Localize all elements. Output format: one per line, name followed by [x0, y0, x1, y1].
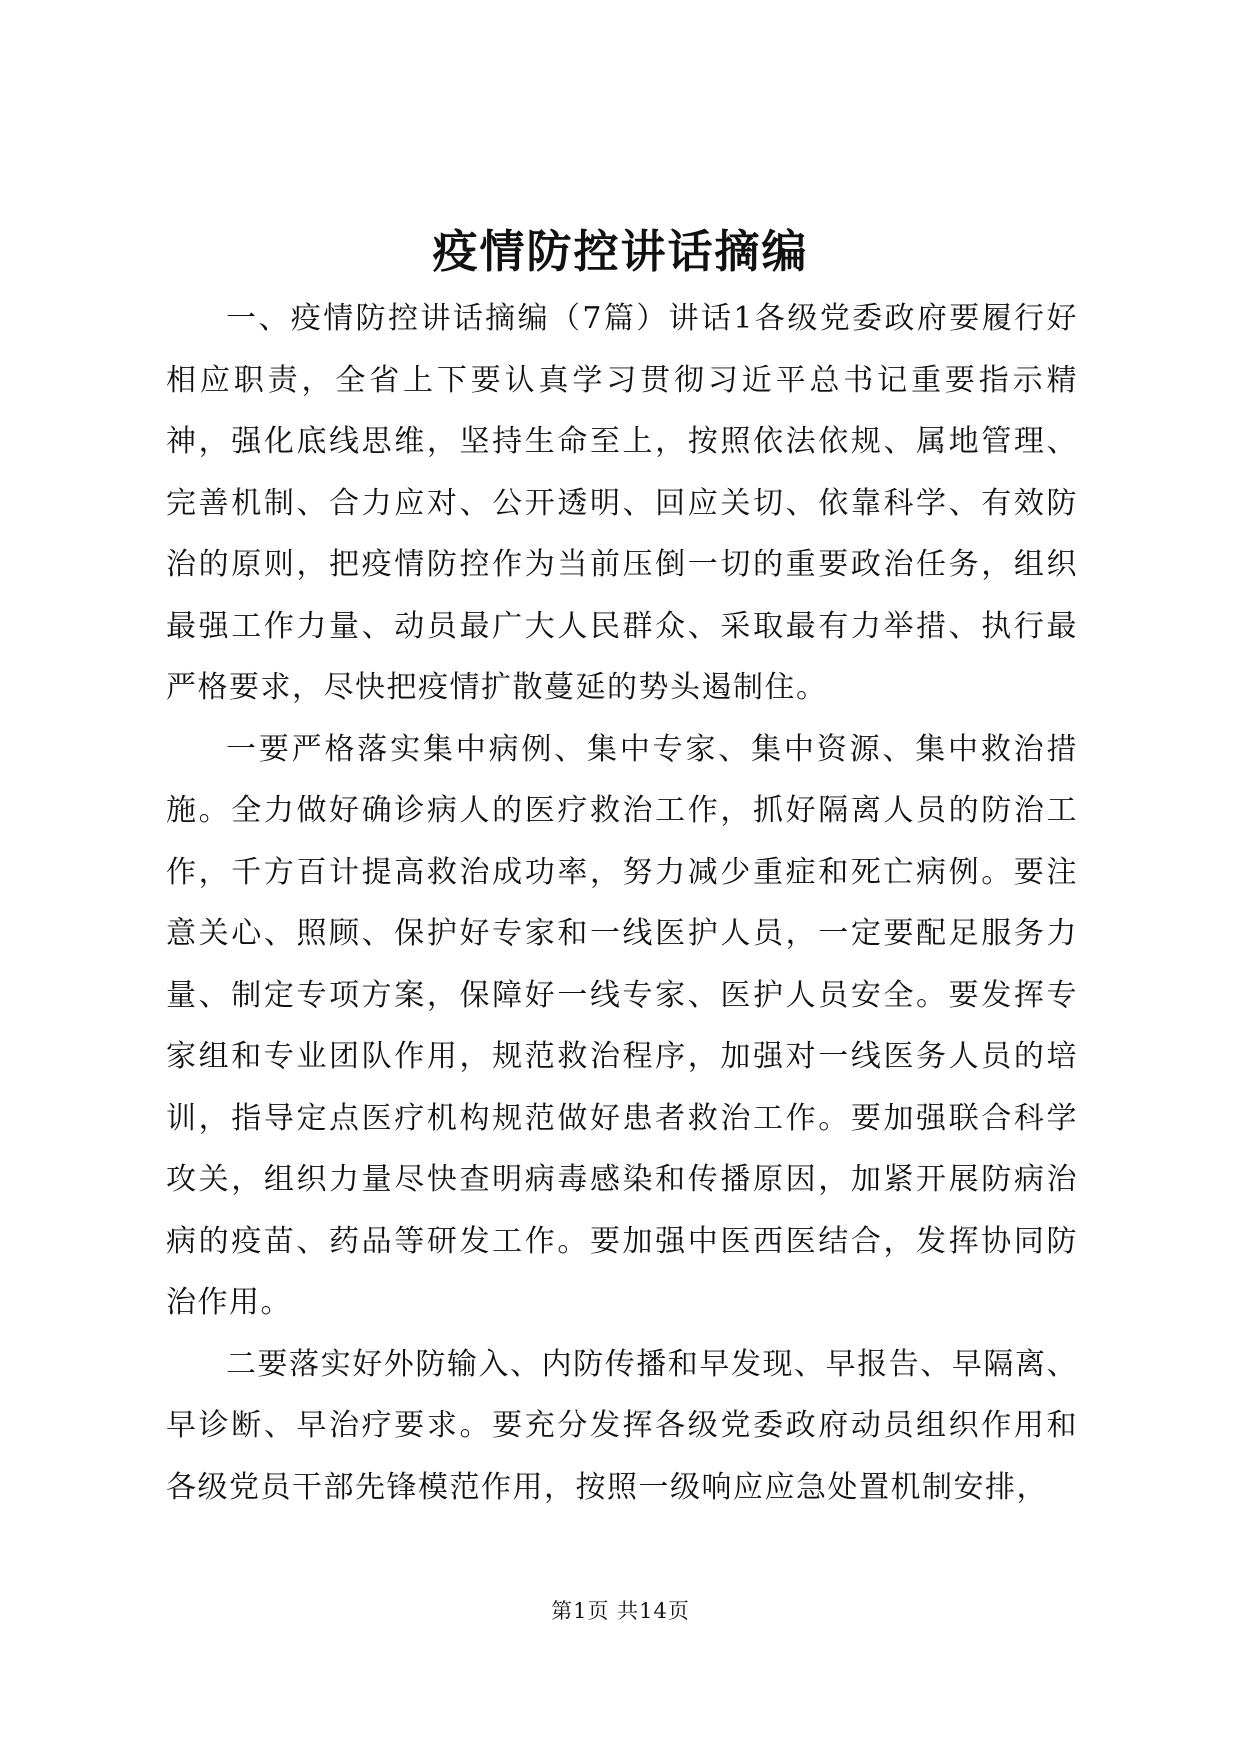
document-title: 疫情防控讲话摘编 [432, 225, 809, 278]
paragraph-3: 二要落实好外防输入、内防传播和早发现、早报告、早隔离、早诊断、早治疗要求。要充分发挥各级党委政府动员组织作用和各级党员干部先锋模范作用，按照一级响应应急处置机制安排， [166, 1346, 1078, 1505]
paragraph-1: 一、疫情防控讲话摘编（7篇）讲话1各级党委政府要履行好相应职责，全省上下要认真学习贯彻习近平总书记重要指示精神，强化底线思维，坚持生命至上，按照依法依规、属地管理、完善机制、合力应对、公开透明、回应关切、依靠科学、有效防治的原则，把疫情防控作为当前压倒一切的重要政治任务，组织最强工作力量、动员最广大人民群众、采取最有力举措、执行最严格要求，尽快把疫情扩散蔓延的势头遏制住。 [166, 301, 1078, 705]
paragraph-2: 一要严格落实集中病例、集中专家、集中资源、集中救治措施。全力做好确诊病人的医疗救治工作，抓好隔离人员的防治工作，千方百计提高救治成功率，努力减少重症和死亡病例。要注意关心、照顾、保护好专家和一线医护人员，一定要配足服务力量、制定专项方案，保障好一线专家、医护人员安全。要发挥专家组和专业团队作用，规范救治程序，加强对一线医务人员的培训，指导定点医疗机构规范做好患者救治工作。要加强联合科学攻关，组织力量尽快查明病毒感染和传播原因，加紧开展防病治病的疫苗、药品等研发工作。要加强中医西医结合，发挥协同防治作用。 [166, 731, 1078, 1320]
document-body [166, 288, 1078, 1518]
page-footer: 第1页 共14页 [551, 1599, 690, 1623]
